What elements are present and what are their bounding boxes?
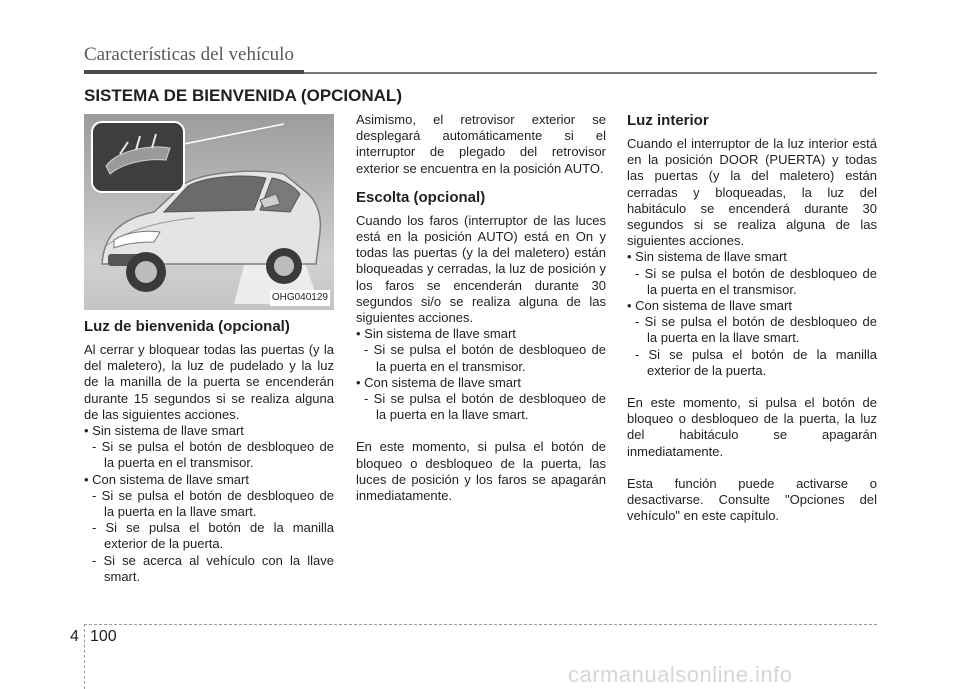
paragraph-interior-intro: Cuando el interruptor de la luz interior está en la posición DOOR (PUERTA) y todas las puertas (y la del maletero) están cerradas y bloqueadas, la luz del habitáculo se encenderá durante 30 segundos si se realiza alguna de las siguientes acciones. bbox=[627, 136, 877, 249]
bullet-smart-key: • Con sistema de llave smart bbox=[356, 374, 521, 390]
sub-item: - Si se pulsa el botón de la manilla exterior de la puerta. bbox=[92, 520, 334, 552]
bullet-smart-key: • Con sistema de llave smart bbox=[84, 471, 249, 487]
paragraph-interior-note: En este momento, si pulsa el botón de bloqueo o desbloqueo de la puerta, la luz del habitáculo se apagarán inmediatamente. bbox=[627, 395, 877, 459]
column-3 bbox=[627, 112, 877, 524]
sub-item: - Si se pulsa el botón de desbloqueo de la puerta en el transmisor. bbox=[635, 265, 877, 297]
header-title: Características del vehículo bbox=[84, 44, 294, 65]
heading-welcome-light: Luz de bienvenida (opcional) bbox=[84, 318, 290, 335]
page-number: 100 bbox=[90, 628, 117, 645]
figure-code: OHG040129 bbox=[270, 290, 330, 306]
footer-rule bbox=[84, 624, 877, 625]
heading-interior-light: Luz interior bbox=[627, 112, 709, 129]
sub-item: - Si se pulsa el botón de desbloqueo de la puerta en el transmisor. bbox=[92, 439, 334, 471]
column-1 bbox=[84, 114, 334, 585]
bullet-no-smart-key: • Sin sistema de llave smart bbox=[627, 249, 787, 265]
header-rule-accent bbox=[84, 70, 304, 74]
heading-escort: Escolta (opcional) bbox=[356, 188, 486, 206]
paragraph-welcome-intro: Al cerrar y bloquear todas las puertas (y la del maletero), la luz de pudelado y la luz de la manilla de la puerta se encenderán durante 15 segundos si se realiza alguna de las siguientes acciones. bbox=[84, 342, 334, 422]
sub-item: - Si se pulsa el botón de desbloqueo de la puerta en la llave smart. bbox=[92, 487, 334, 520]
paragraph-interior-settings: Esta función puede activarse o desactivarse. Consulte "Opciones del vehículo" en este capítulo. bbox=[627, 475, 877, 524]
paragraph-escort-intro: Cuando los faros (interruptor de las luces está en la posición AUTO) está en On y todas las puertas (y la del maletero) están bloqueadas y cerradas, la luz de posición y los faros se encenderán durante 30 segundos si/o se realiza alguna de las siguientes acciones. bbox=[356, 212, 606, 326]
footer-divider bbox=[84, 624, 85, 689]
paragraph-escort-note: En este momento, si pulsa el botón de bloqueo o desbloqueo de la puerta, las luces de posición y los faros se apagarán inmediatamente. bbox=[356, 439, 606, 504]
watermark: carmanualsonline.info bbox=[568, 662, 793, 687]
sub-item: - Si se acerca al vehículo con la llave smart. bbox=[92, 552, 334, 584]
section-title: SISTEMA DE BIENVENIDA (OPCIONAL) bbox=[84, 86, 402, 105]
sub-item: - Si se pulsa el botón de la manilla exterior de la puerta. bbox=[635, 346, 877, 378]
paragraph-mirror-cont: Asimismo, el retrovisor exterior se desplegará automáticamente si el interruptor de plegado del retrovisor exterior se encuentra en la posición AUTO. bbox=[356, 112, 606, 176]
column-2 bbox=[356, 112, 606, 504]
sub-item: - Si se pulsa el botón de desbloqueo de la puerta en la llave smart. bbox=[635, 314, 877, 346]
sub-item: - Si se pulsa el botón de desbloqueo de la puerta en la llave smart. bbox=[364, 391, 606, 423]
sub-item: - Si se pulsa el botón de desbloqueo de la puerta en el transmisor. bbox=[364, 342, 606, 374]
chapter-number: 4 bbox=[70, 628, 79, 645]
bullet-no-smart-key: • Sin sistema de llave smart bbox=[356, 326, 516, 342]
figure-car-welcome-light bbox=[84, 114, 334, 310]
bullet-no-smart-key: • Sin sistema de llave smart bbox=[84, 423, 244, 439]
bullet-smart-key: • Con sistema de llave smart bbox=[627, 298, 792, 314]
car-illustration bbox=[84, 114, 334, 310]
